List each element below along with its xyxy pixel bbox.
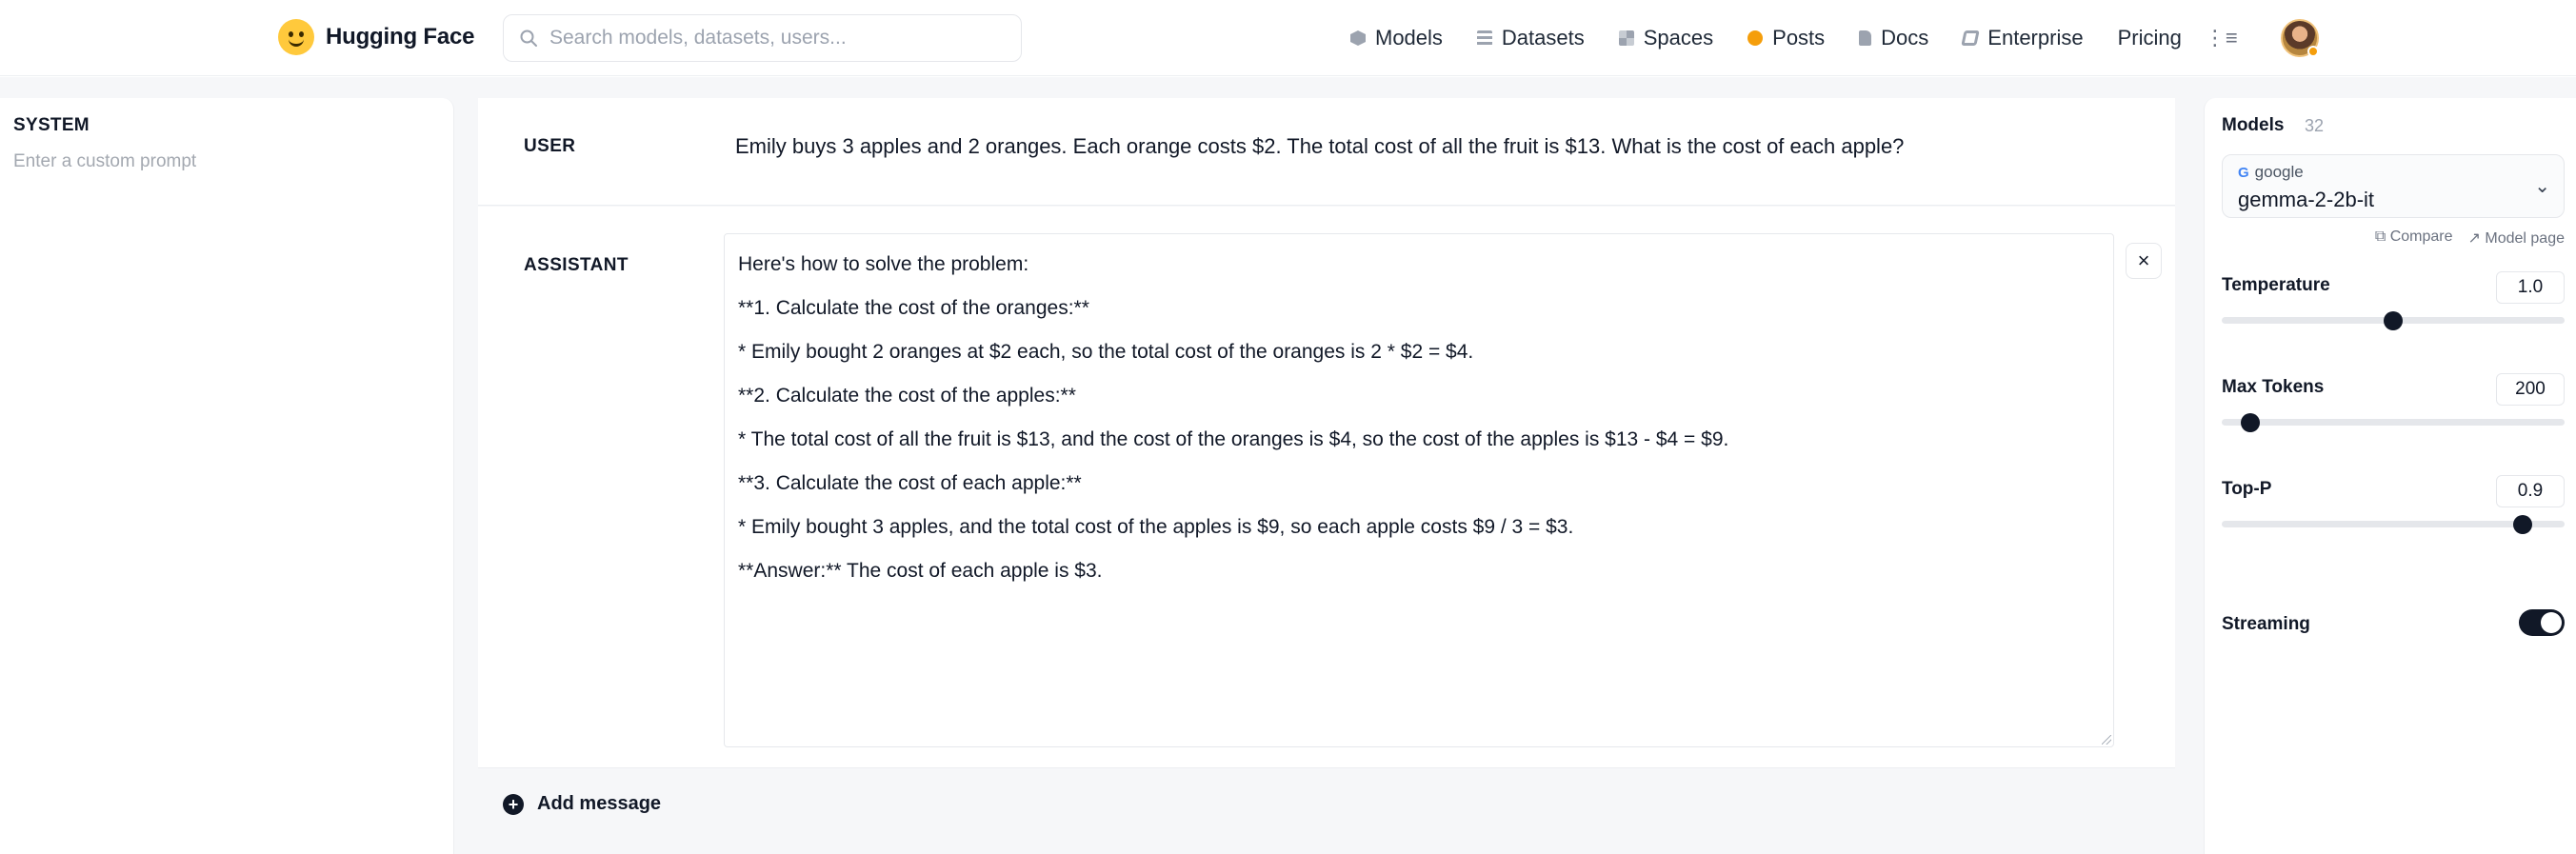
nav-enterprise[interactable] (1963, 26, 2083, 50)
assistant-line: **3. Calculate the cost of each apple:** (738, 472, 1082, 494)
temperature-slider-thumb[interactable] (2384, 311, 2403, 330)
playground-shell (0, 77, 2576, 854)
notification-dot-icon (2307, 46, 2319, 57)
assistant-line: * The total cost of all the fruit is $13, and the cost of the oranges is $4, so the cost of the apples is $13 - $4 = $9. (738, 428, 1729, 450)
nav-spaces-label: Spaces (1643, 26, 1714, 50)
brand-link[interactable] (278, 17, 474, 57)
spaces-icon (1619, 30, 1634, 46)
enterprise-icon (1962, 30, 1980, 46)
plus-circle-icon: + (503, 794, 524, 815)
user-message-row (478, 98, 2175, 206)
posts-dot-icon (1747, 30, 1763, 46)
model-org-label: google (2254, 163, 2304, 181)
assistant-line: **Answer:** The cost of each apple is $3. (738, 560, 1103, 582)
nav-datasets-label: Datasets (1501, 26, 1585, 50)
add-message-label: Add message (537, 793, 662, 814)
user-avatar[interactable] (2281, 19, 2319, 57)
system-panel (0, 98, 454, 854)
max-tokens-slider-track[interactable] (2222, 419, 2565, 426)
assistant-line: **1. Calculate the cost of the oranges:** (738, 297, 1089, 319)
assistant-message-row (478, 207, 2175, 768)
assistant-message-textarea[interactable] (724, 233, 2114, 747)
nav-datasets[interactable] (1477, 26, 1585, 50)
search-input[interactable] (549, 27, 1007, 50)
nav-pricing-label: Pricing (2117, 26, 2182, 50)
datasets-icon (1477, 30, 1492, 46)
assistant-line: **2. Calculate the cost of the apples:** (738, 385, 1076, 407)
assistant-line: * Emily bought 2 oranges at $2 each, so the total cost of the oranges is 2 * $2 = $4. (738, 341, 1474, 363)
nav-posts[interactable] (1747, 26, 1825, 50)
nav-links (1350, 19, 2238, 57)
max-tokens-slider-thumb[interactable] (2241, 413, 2260, 432)
nav-enterprise-label: Enterprise (1987, 26, 2084, 50)
conversation-panel (455, 98, 2198, 854)
model-page-label: Model page (2485, 230, 2565, 247)
assistant-line: * Emily bought 3 apples, and the total cost of the apples is $9, so each apple costs $9 / 3 = $3. (738, 516, 1574, 538)
docs-icon (1859, 30, 1871, 46)
model-page-link[interactable] (2468, 228, 2565, 248)
top-p-label: Top-P (2222, 479, 2272, 499)
max-tokens-label: Max Tokens (2222, 377, 2325, 397)
compare-link[interactable] (2375, 228, 2453, 248)
model-org (2238, 163, 2304, 182)
models-label: Models (2222, 115, 2285, 135)
compare-label: Compare (2389, 228, 2453, 245)
nav-models-label: Models (1375, 26, 1443, 50)
user-role-label: USER (524, 136, 576, 156)
system-prompt-input[interactable] (13, 151, 432, 437)
nav-spaces[interactable] (1619, 26, 1713, 50)
add-message-button[interactable] (503, 793, 661, 815)
cube-icon (1350, 30, 1366, 46)
streaming-label: Streaming (2222, 614, 2310, 634)
nav-posts-label: Posts (1772, 26, 1826, 50)
search-icon (519, 29, 538, 48)
nav-pricing[interactable] (2118, 26, 2182, 50)
delete-message-button[interactable]: × (2126, 243, 2162, 279)
nav-models[interactable] (1350, 26, 1443, 50)
search-box[interactable] (503, 14, 1022, 62)
settings-panel (2204, 98, 2576, 854)
hugging-face-logo-icon (278, 19, 314, 55)
streaming-toggle[interactable] (2519, 609, 2565, 636)
external-link-icon: ↗ (2467, 230, 2486, 247)
models-count: 32 (2305, 116, 2325, 135)
max-tokens-input[interactable]: 200 (2496, 373, 2565, 406)
temperature-label: Temperature (2222, 275, 2330, 295)
temperature-input[interactable]: 1.0 (2496, 271, 2565, 304)
nav-docs-label: Docs (1881, 26, 1929, 50)
resize-handle-icon[interactable] (2102, 735, 2111, 745)
top-p-input[interactable]: 0.9 (2496, 475, 2565, 507)
model-links (2375, 228, 2565, 248)
google-icon: G (2238, 164, 2249, 181)
brand-name: Hugging Face (326, 24, 475, 50)
model-select-dropdown[interactable] (2222, 154, 2565, 218)
assistant-line: Here's how to solve the problem: (738, 253, 1029, 275)
nav-docs[interactable] (1859, 26, 1928, 50)
more-menu-icon[interactable]: ⋮≡ (2204, 26, 2238, 50)
model-name: gemma-2-2b-it (2238, 188, 2375, 211)
top-navigation (0, 0, 2576, 76)
assistant-role-label: ASSISTANT (524, 255, 629, 275)
chevron-down-icon: ⌄ (2534, 176, 2550, 197)
system-label: SYSTEM (13, 115, 90, 135)
user-message-text[interactable]: Emily buys 3 apples and 2 oranges. Each orange costs $2. The total cost of all the fruit is $13. What is the cost of each apple? (735, 134, 1905, 158)
compare-icon: ⧉ (2374, 228, 2390, 245)
top-p-slider-thumb[interactable] (2513, 515, 2532, 534)
